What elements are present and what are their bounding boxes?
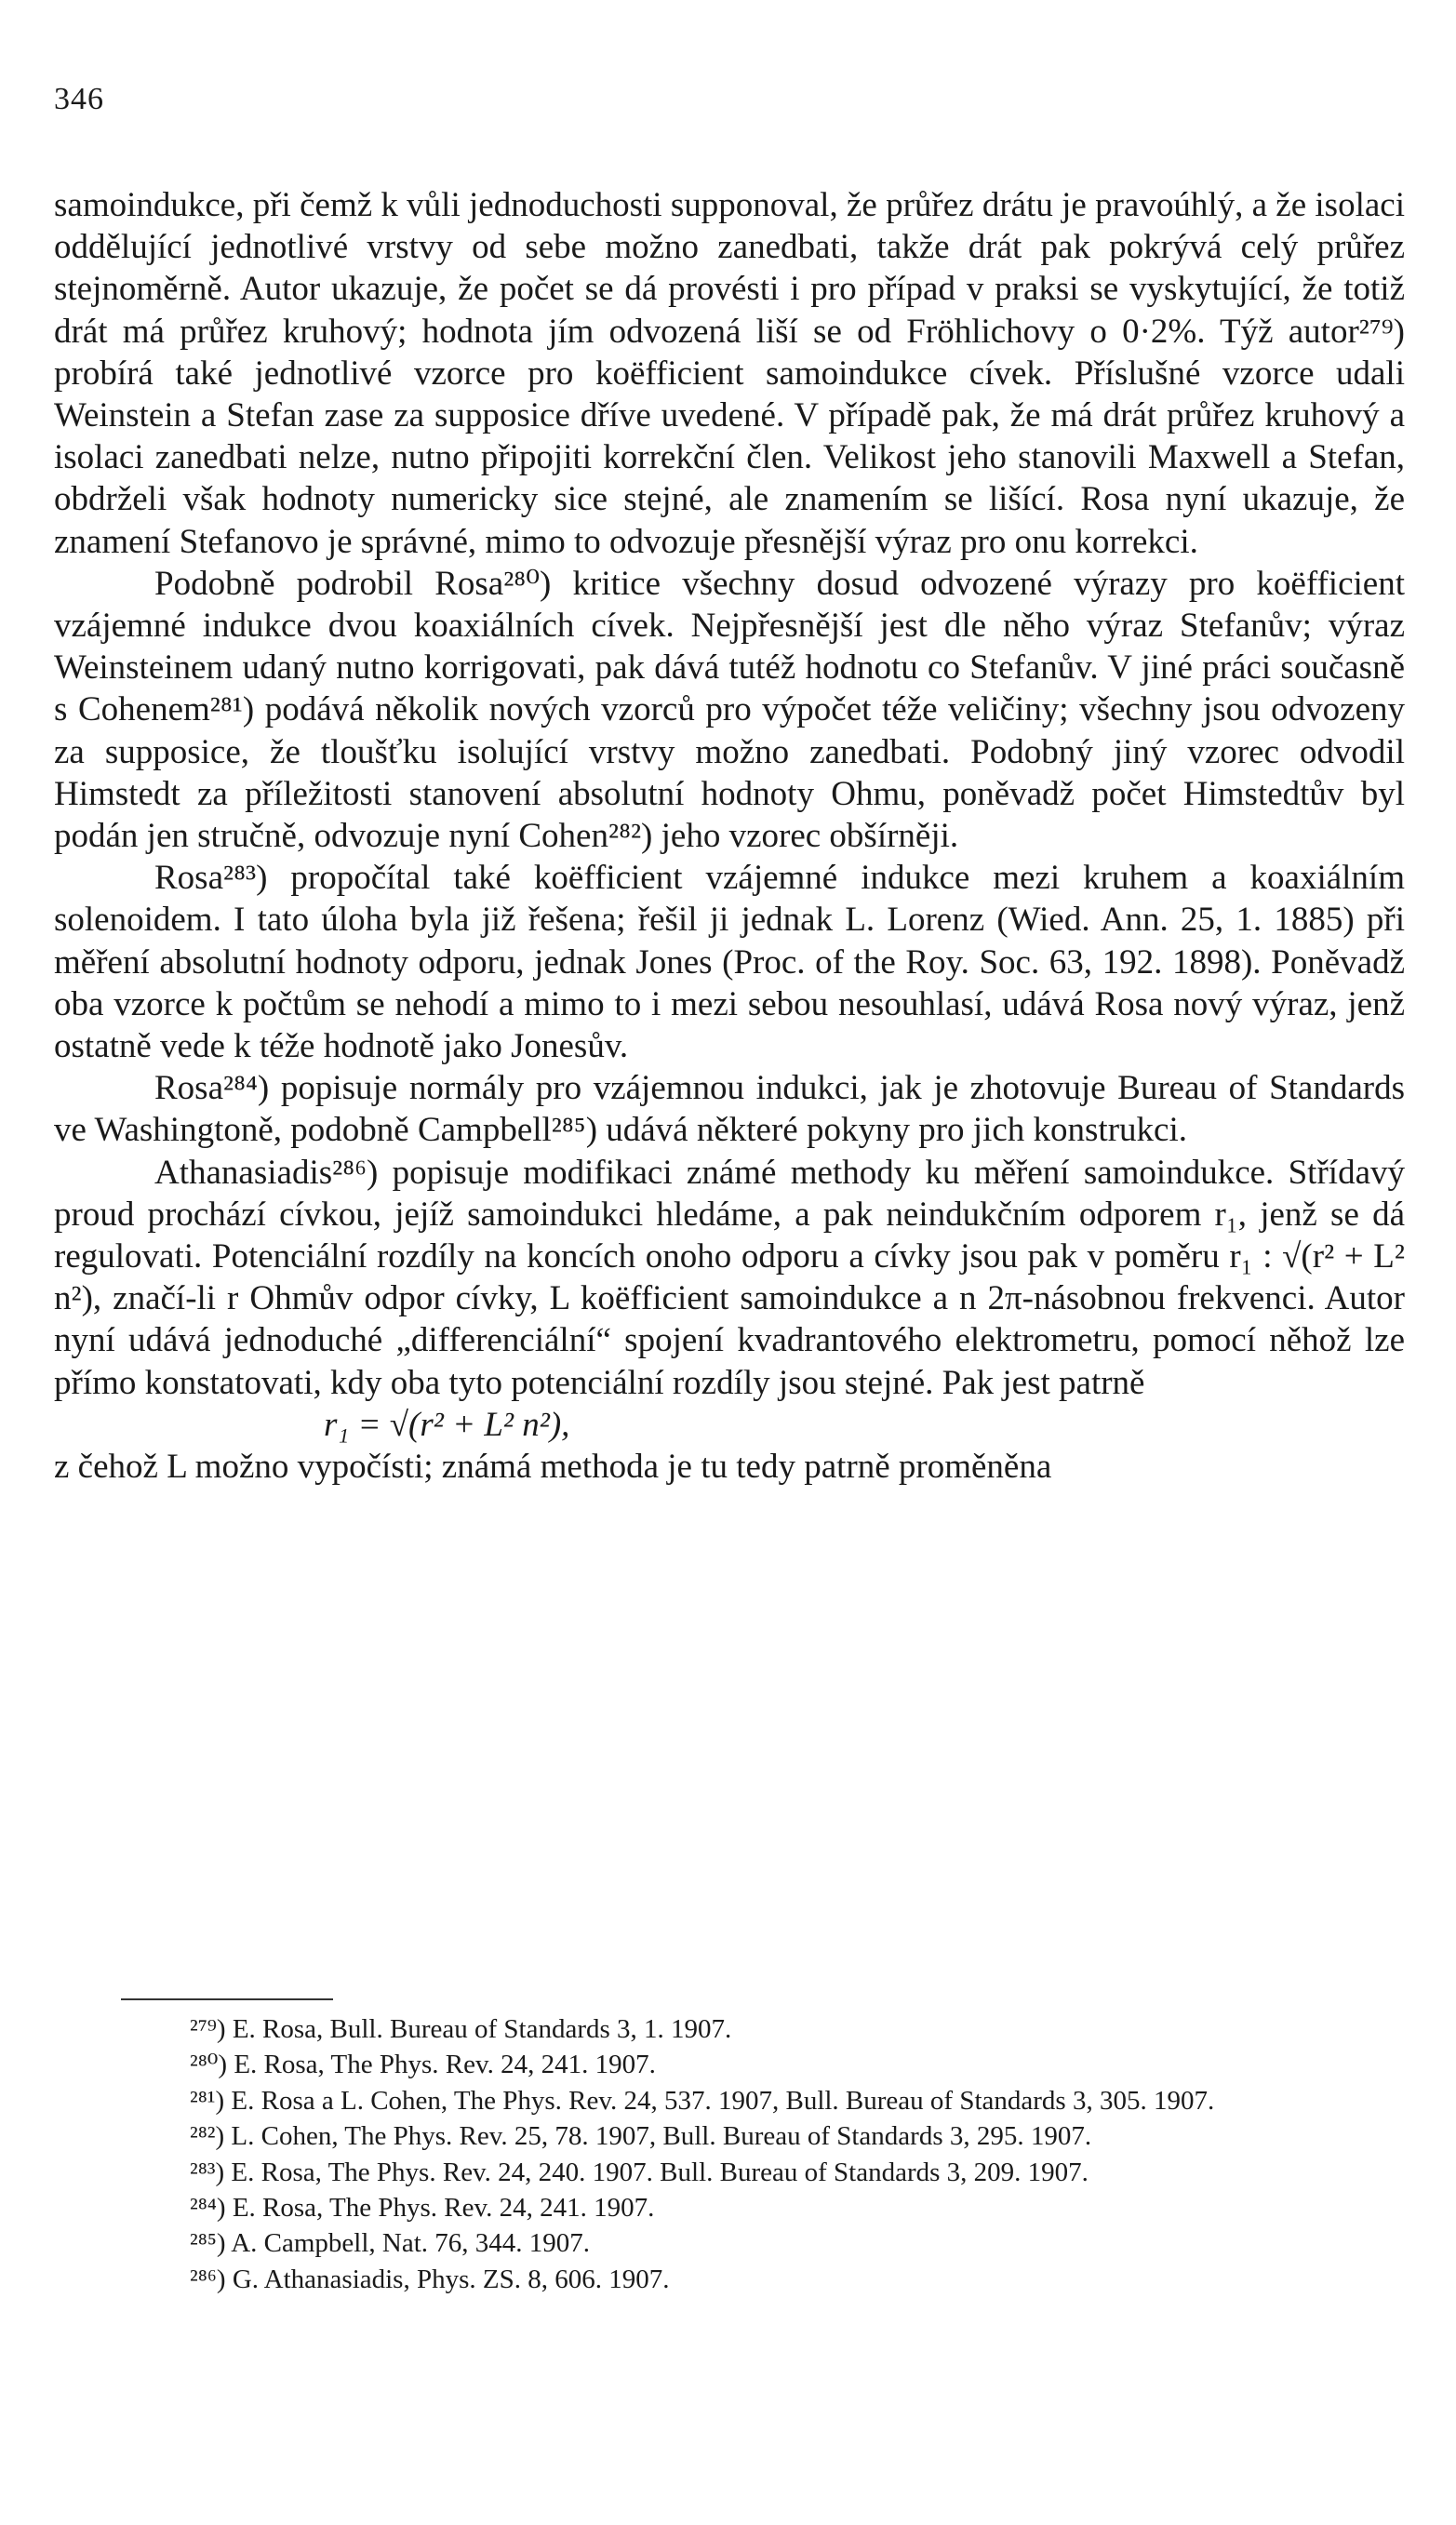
body-text [54, 184, 1405, 1488]
paragraph-4: Rosa²⁸⁴) popisuje normály pro vzájemnou indukci, jak je zhotovuje Bureau of Standards ve Washingtoně, podobně Campbell²⁸⁵) udává některé pokyny pro jich konstrukci. [54, 1069, 1405, 1150]
paragraph-1: samoindukce, při čemž k vůli jednoduchosti supponoval, že průřez drátu je pravoúhlý, a že isolaci oddělující jednotlivé vrstvy od sebe možno zanedbati, takže drát pak pokrývá celý průřez stejnoměrně. Autor ukazuje, že počet se dá provésti i pro případ v praksi se vyskytující, že totiž drát má průřez kruhový; hodnota jím odvozená liší se od Fröhlichovy o 0·2%. Týž autor²⁷⁹) probírá také jednotlivé vzorce pro koëfficient samoindukce cívek. Příslušné vzorce udali Weinstein a Stefan zase za supposice dříve uvedené. V případě pak, že má drát průřez kruhový a isolaci zanedbati nelze, nutno připojiti korrekční člen. Velikost jeho stanovili Maxwell a Stefan, obdrželi však hodnoty numericky sice stejné, ale znamením se lišící. Rosa nyní ukazuje, že znamení Stefanovo je správné, mimo to odvozuje přesnější výraz pro onu korrekci. [54, 186, 1405, 561]
footnote-divider [121, 1998, 333, 2000]
footnote-284: ²⁸⁴) E. Rosa, The Phys. Rev. 24, 241. 1907. [190, 2193, 655, 2224]
footnote-279: ²⁷⁹) E. Rosa, Bull. Bureau of Standards 3, 1. 1907. [190, 2014, 732, 2044]
footnote-286: ²⁸⁶) G. Athanasiadis, Phys. ZS. 8, 606. 1907. [190, 2264, 670, 2294]
paragraph-3: Rosa²⁸³) propočítal také koëfficient vzájemné indukce mezi kruhem a koaxiálním solenoidem. I tato úloha byla již řešena; řešil ji jednak L. Lorenz (Wied. Ann. 25, 1. 1885) při měření absolutní hodnoty odporu, jednak Jones (Proc. of the Roy. Soc. 63, 192. 1898). Poněvadž oba vzorce k počtům se nehodí a mimo to i mezi sebou nesouhlasí, udává Rosa nový výraz, jenž ostatně vede k téže hodnotě jako Jonesův. [54, 859, 1405, 1066]
page-number: 346 [54, 82, 104, 116]
footnote-283: ²⁸³) E. Rosa, The Phys. Rev. 24, 240. 1907. Bull. Bureau of Standards 3, 209. 1907. [190, 2157, 1089, 2187]
footnote-282: ²⁸²) L. Cohen, The Phys. Rev. 25, 78. 1907, Bull. Bureau of Standards 3, 295. 1907. [190, 2121, 1092, 2152]
footnote-285: ²⁸⁵) A. Campbell, Nat. 76, 344. 1907. [190, 2228, 591, 2259]
footnote-280: ²⁸⁰) E. Rosa, The Phys. Rev. 24, 241. 1907. [190, 2050, 656, 2080]
paragraph-5: Athanasiadis²⁸⁶) popisuje modifikaci známé methody ku měření samoindukce. Střídavý proud prochází cívkou, jejíž samoindukci hledáme, a pak neindukčním odporem r₁, jenž se dá regulovati. Potenciální rozdíly na koncích onoho odporu a cívky jsou pak v poměru r₁ : √(r² + L² n²), značí-li r Ohmův odpor cívky, L koëfficient samoindukce a n 2π-násobnou frekvenci. Autor nyní udává jednoduché „differenciální“ spojení kvadrantového elektrometru, pomocí něhož lze přímo konstatovati, kdy oba tyto potenciální rozdíly jsou stejné. Pak jest patrně [54, 1153, 1405, 1402]
formula: r₁ = √(r² + L² n²), [324, 1405, 570, 1444]
footnotes [54, 2011, 1405, 2297]
paragraph-2: Podobně podrobil Rosa²⁸⁰) kritice všechny dosud odvozené výrazy pro koëfficient vzájemné indukce dvou koaxiálních cívek. Nejpřesnější jest dle něho výraz Stefanův; výraz Weinsteinem udaný nutno korrigovati, pak dává tutéž hodnotu co Stefanův. V jiné práci současně s Cohenem²⁸¹) podává několik nových vzorců pro výpočet téže veličiny; všechny jsou odvozeny za supposice, že tloušťku isolující vrstvy možno zanedbati. Podobný jiný vzorec odvodil Himstedt za příležitosti stanovení absolutní hodnoty Ohmu, poněvadž počet Himstedtův byl podán jen stručně, odvozuje nyní Cohen²⁸²) jeho vzorec obšírněji. [54, 564, 1405, 856]
footnote-281: ²⁸¹) E. Rosa a L. Cohen, The Phys. Rev. 24, 537. 1907, Bull. Bureau of Standards 3, 305. 1907. [190, 2085, 1215, 2116]
closing-line: z čehož L možno vypočísti; známá methoda je tu tedy patrně proměněna [54, 1448, 1052, 1487]
